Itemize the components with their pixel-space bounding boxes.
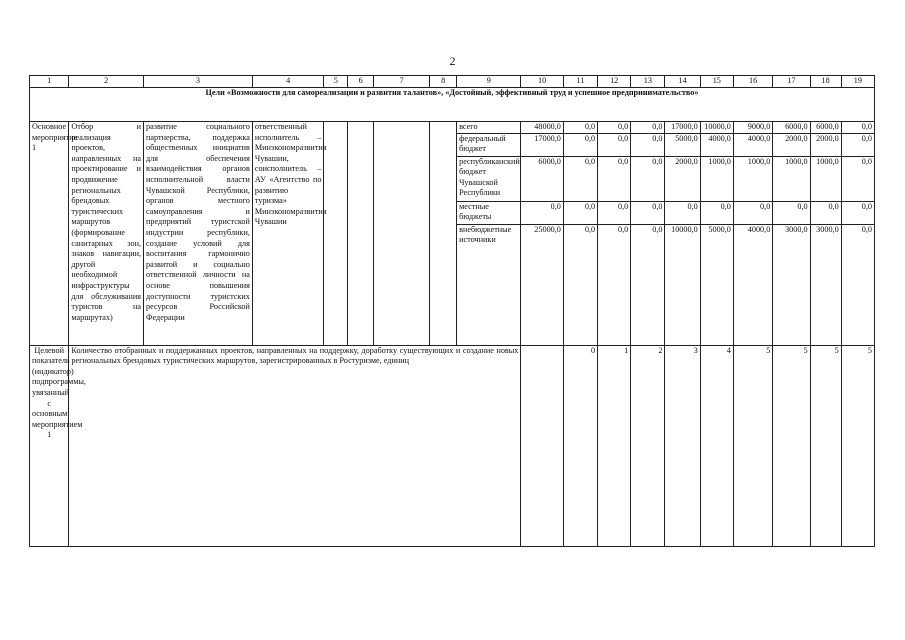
- funding-value: 4000,0: [733, 224, 772, 345]
- funding-value: 0,0: [841, 224, 874, 345]
- indicator-text: Количество отобранных и поддержанных проектов, направленных на поддержку, доработку существующих и создание новых региональных брендовых туристических маршрутов, зарегистрированных в Ростуризме, единиц: [69, 345, 521, 546]
- funding-value: 1000,0: [810, 156, 841, 201]
- funding-value: 6000,0: [521, 156, 564, 201]
- funding-value: 4000,0: [700, 133, 733, 156]
- funding-value: 0,0: [521, 201, 564, 224]
- funding-value: 0,0: [631, 122, 665, 134]
- event-description: развитие социального партнерства, поддержка общественных инициатив для обеспечения взаимодействия органов исполнительной власти Чувашской Республики, органов местного самоуправления и предприятий туристской индустрии республики, создание условий для воспитания гармонично развитой и социально ответственной личности на основе повышения доступности туристских ресурсов Российской Федерации: [144, 122, 253, 346]
- funding-value: 17000,0: [521, 133, 564, 156]
- col-header: 18: [810, 76, 841, 88]
- funding-value: 25000,0: [521, 224, 564, 345]
- funding-value: 6000,0: [773, 122, 810, 134]
- column-number-row: [30, 76, 875, 88]
- funding-source: внебюджетные источники: [457, 224, 521, 345]
- funding-value: 0,0: [631, 156, 665, 201]
- indicator-value: 5: [733, 345, 772, 546]
- col-header: 8: [430, 76, 457, 88]
- indicator-row: [30, 345, 875, 546]
- col-header: 7: [374, 76, 430, 88]
- funding-source: местные бюджеты: [457, 201, 521, 224]
- funding-value: 2000,0: [665, 156, 700, 201]
- funding-value: 0,0: [810, 201, 841, 224]
- funding-value: 5000,0: [665, 133, 700, 156]
- funding-value: 10000,0: [700, 122, 733, 134]
- funding-source: республиканский бюджет Чувашской Республики: [457, 156, 521, 201]
- col-header: 17: [773, 76, 810, 88]
- empty-cell: [374, 122, 430, 346]
- funding-value: 0,0: [700, 201, 733, 224]
- col-header: 2: [69, 76, 144, 88]
- funding-value: 3000,0: [773, 224, 810, 345]
- funding-value: 1000,0: [700, 156, 733, 201]
- funding-value: 0,0: [563, 201, 597, 224]
- funding-value: 0,0: [598, 122, 631, 134]
- funding-row: [30, 122, 875, 134]
- goal-row: [30, 88, 875, 122]
- col-header: 19: [841, 76, 874, 88]
- indicator-value: 4: [700, 345, 733, 546]
- funding-source: всего: [457, 122, 521, 134]
- funding-value: 1000,0: [733, 156, 772, 201]
- indicator-value: 3: [665, 345, 700, 546]
- funding-value: 0,0: [598, 224, 631, 345]
- col-header: 11: [563, 76, 597, 88]
- event-name: Отбор и реализация проектов, направленных на проектирование и продвижение региональных брендовых туристических маршрутов (формирование санитарных зон, знаков навигации, другой необходимой инфраструктуры для обслуживания туристов на маршрутах): [69, 122, 144, 346]
- empty-cell: [430, 122, 457, 346]
- funding-value: 48000,0: [521, 122, 564, 134]
- funding-value: 0,0: [598, 201, 631, 224]
- funding-value: 0,0: [631, 224, 665, 345]
- empty-cell: [521, 345, 564, 546]
- col-header: 5: [324, 76, 348, 88]
- program-table: [29, 75, 875, 547]
- indicator-value: 2: [631, 345, 665, 546]
- col-header: 16: [733, 76, 772, 88]
- funding-value: 0,0: [733, 201, 772, 224]
- funding-value: 10000,0: [665, 224, 700, 345]
- funding-value: 0,0: [563, 133, 597, 156]
- funding-value: 0,0: [841, 201, 874, 224]
- funding-value: 0,0: [598, 133, 631, 156]
- funding-value: 1000,0: [773, 156, 810, 201]
- col-header: 10: [521, 76, 564, 88]
- funding-source: федеральный бюджет: [457, 133, 521, 156]
- funding-value: 3000,0: [810, 224, 841, 345]
- indicator-value: 5: [841, 345, 874, 546]
- indicator-value: 0: [563, 345, 597, 546]
- funding-value: 17000,0: [665, 122, 700, 134]
- funding-value: 0,0: [841, 122, 874, 134]
- funding-value: 0,0: [841, 133, 874, 156]
- funding-value: 0,0: [563, 156, 597, 201]
- funding-value: 6000,0: [810, 122, 841, 134]
- funding-value: 9000,0: [733, 122, 772, 134]
- page-number: 2: [449, 54, 456, 68]
- col-header: 13: [631, 76, 665, 88]
- funding-value: 0,0: [665, 201, 700, 224]
- indicator-label: Целевой показатель (индикатор) подпрограммы, увязанный с основным мероприятием 1: [30, 345, 69, 546]
- indicator-value: 1: [598, 345, 631, 546]
- empty-cell: [324, 122, 348, 346]
- col-header: 15: [700, 76, 733, 88]
- funding-value: 2000,0: [810, 133, 841, 156]
- funding-value: 4000,0: [733, 133, 772, 156]
- empty-cell: [348, 122, 374, 346]
- event-label: Основное мероприятие 1: [30, 122, 69, 346]
- col-header: 9: [457, 76, 521, 88]
- col-header: 3: [144, 76, 253, 88]
- col-header: 1: [30, 76, 69, 88]
- indicator-value: 5: [810, 345, 841, 546]
- col-header: 14: [665, 76, 700, 88]
- funding-value: 0,0: [563, 122, 597, 134]
- funding-value: 0,0: [631, 201, 665, 224]
- funding-value: 5000,0: [700, 224, 733, 345]
- funding-value: 2000,0: [773, 133, 810, 156]
- funding-value: 0,0: [773, 201, 810, 224]
- funding-value: 0,0: [563, 224, 597, 345]
- event-executors: ответственный исполнитель – Минэкономразвития Чувашии, соисполнитель – АУ «Агентство по развитию туризма» Минэкономразвития Чувашии: [252, 122, 324, 346]
- col-header: 12: [598, 76, 631, 88]
- funding-value: 0,0: [841, 156, 874, 201]
- col-header: 4: [252, 76, 324, 88]
- indicator-value: 5: [773, 345, 810, 546]
- funding-value: 0,0: [598, 156, 631, 201]
- goal-title: Цели «Возможности для самореализации и развития талантов», «Достойный, эффективный труд и успешное предпринимательство»: [30, 88, 875, 122]
- funding-value: 0,0: [631, 133, 665, 156]
- col-header: 6: [348, 76, 374, 88]
